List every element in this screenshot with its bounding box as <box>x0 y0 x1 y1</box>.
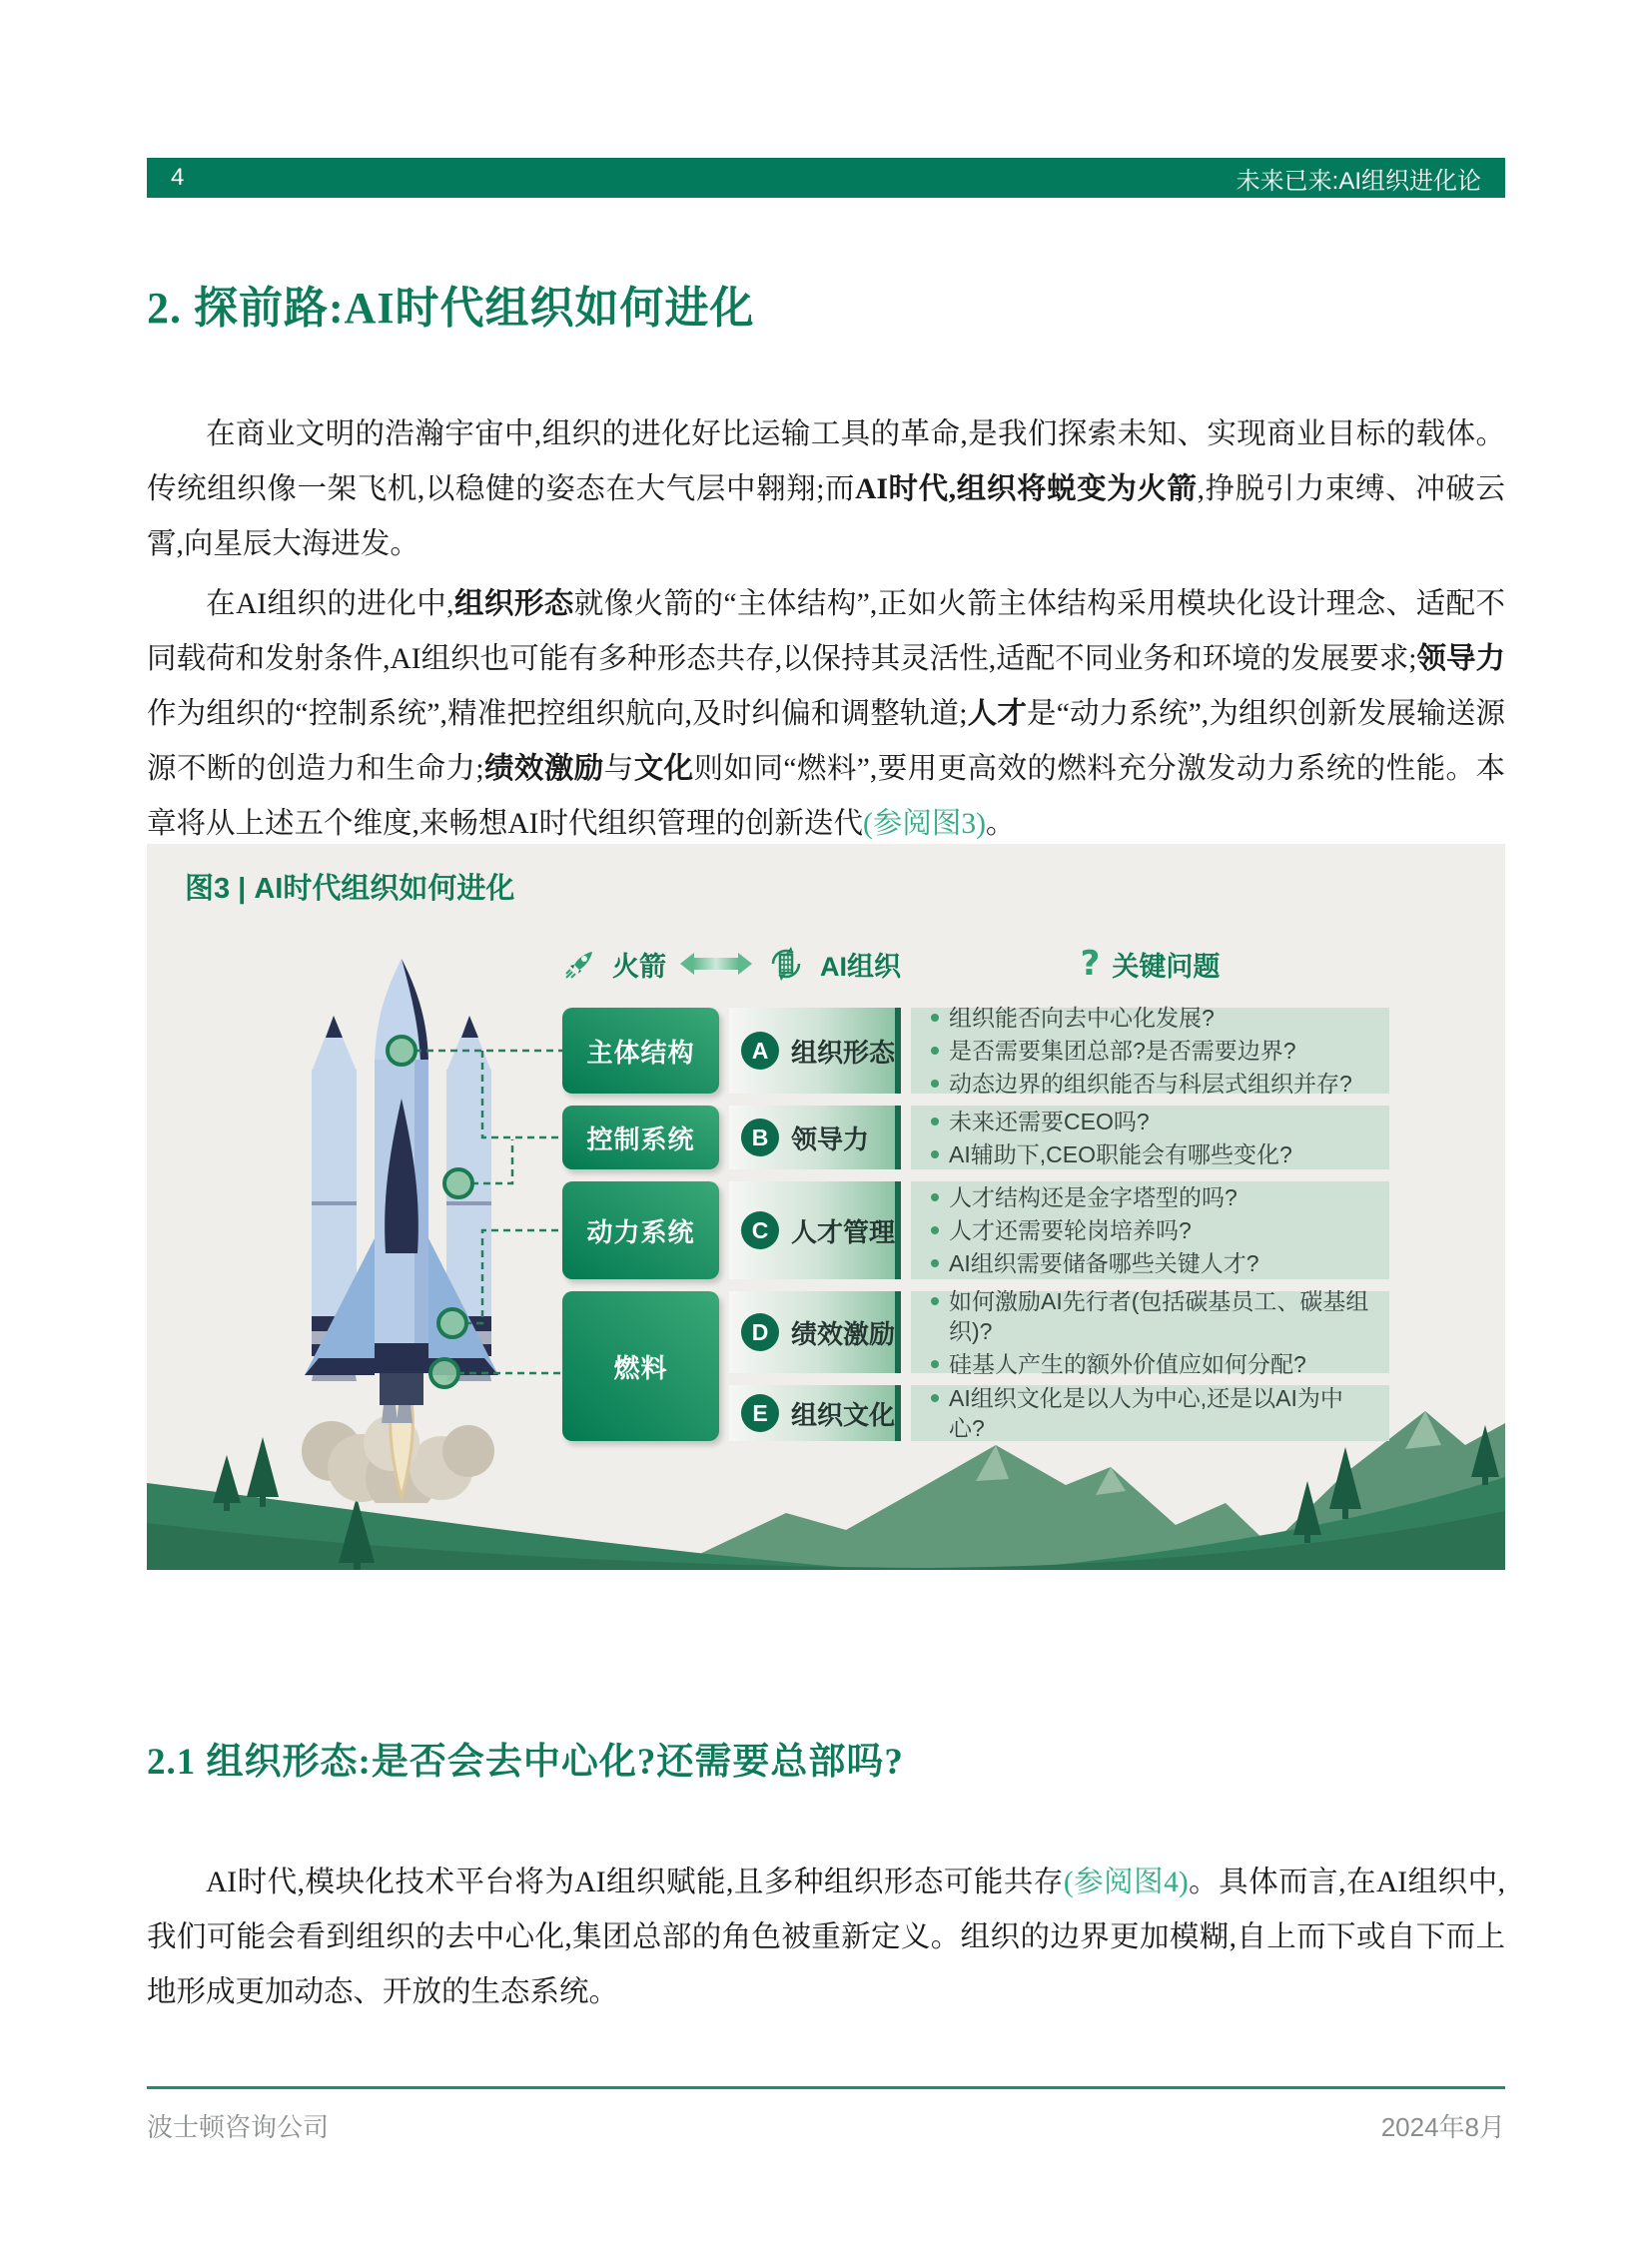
paragraph-1 <box>147 407 1505 572</box>
p2-bold-incentive: 绩效激励 <box>483 752 604 785</box>
question-item: 硅基人产生的额外价值应如何分配? <box>929 1349 1371 1379</box>
question-item: AI辅助下,CEO职能会有哪些变化? <box>929 1139 1371 1169</box>
question-item: 人才还需要轮岗培养吗? <box>929 1215 1371 1245</box>
part-box-fuel: 燃料 <box>562 1291 719 1441</box>
part-box-power: 动力系统 <box>562 1181 719 1279</box>
questions-incentive <box>911 1287 1389 1377</box>
marker-engine <box>430 1359 458 1387</box>
p2-text-4: 是“动力系统”,为组织创新发展输送源源不断的创造力和生命力; <box>147 697 1506 785</box>
dimension-org-form <box>729 1008 901 1094</box>
question-item: 动态边界的组织能否与科层式组织并存? <box>929 1069 1371 1099</box>
p2-bold-org-form: 组织形态 <box>453 587 574 620</box>
p2-text-7: 。 <box>985 807 1016 840</box>
p2-text-6: 则如同“燃料”,要用更高效的燃料充分激发动力系统的性能。本章将从上述五个维度,来畅想AI时代组织管理的创新迭代 <box>147 752 1505 840</box>
p2-bold-leadership: 领导力 <box>1416 642 1505 675</box>
page-footer <box>147 2086 1505 2144</box>
questions-leadership <box>911 1106 1389 1169</box>
question-item: AI组织需要储备哪些关键人才? <box>929 1248 1371 1278</box>
footer-date: 2024年8月 <box>1380 2112 1505 2142</box>
p2-bold-talent: 人才 <box>967 697 1028 730</box>
footer-company: 波士顿咨询公司 <box>147 2112 330 2142</box>
figure-title: 图3 | AI时代组织如何进化 <box>185 873 515 905</box>
dimension-name: 领导力 <box>791 1123 870 1154</box>
page-number: 4 <box>171 164 185 191</box>
p2-text-3: 作为组织的“控制系统”,精准把控组织航向,及时纠偏和调整轨道; <box>147 697 968 730</box>
legend-org-label: AI组织 <box>820 951 901 982</box>
question-item: 是否需要集团总部?是否需要边界? <box>929 1036 1371 1066</box>
dimension-talent <box>729 1181 901 1279</box>
question-item: 组织能否向去中心化发展? <box>929 1003 1371 1033</box>
p1-text-2: ,挣脱引力束缚、冲破云霄,向星辰大海进发。 <box>147 472 1505 560</box>
badge-d: D <box>741 1313 779 1351</box>
questions-talent <box>911 1181 1389 1279</box>
section-title: 2. 探前路:AI时代组织如何进化 <box>147 284 755 333</box>
paragraph-2 <box>147 577 1505 852</box>
p3-text: AI时代,模块化技术平台将为AI组织赋能,且多种组织形态可能共存 <box>206 1866 1064 1898</box>
part-box-control: 控制系统 <box>562 1106 719 1169</box>
rocket-illustration <box>147 904 576 1503</box>
dimension-name: 组织文化 <box>791 1399 896 1430</box>
organization-cycle-icon <box>766 944 806 984</box>
p2-bold-culture: 文化 <box>633 752 694 785</box>
page-header-bar <box>147 158 1505 198</box>
dimension-culture <box>729 1385 901 1441</box>
paragraph-3 <box>147 1856 1505 2020</box>
p2-text: 在AI组织的进化中, <box>206 587 454 620</box>
legend-rocket-label: 火箭 <box>612 951 666 982</box>
badge-c: C <box>741 1211 779 1249</box>
question-item: 如何激励AI先行者(包括碳基员工、碳基组织)? <box>929 1286 1371 1346</box>
marker-booster <box>444 1169 472 1197</box>
marker-wing <box>438 1309 466 1337</box>
p2-text-5: 与 <box>603 752 634 785</box>
dimension-name: 组织形态 <box>791 1037 896 1068</box>
p1-text: 在商业文明的浩瀚宇宙中,组织的进化好比运输工具的革命,是我们探索未知、实现商业目标的载体。传统组织像一架飞机,以稳健的姿态在大气层中翱翔;而 <box>147 417 1505 505</box>
figure4-reference-link[interactable]: (参阅图4) <box>1063 1866 1189 1898</box>
questions-culture <box>911 1385 1389 1441</box>
question-mark-icon: ? <box>1080 944 1101 984</box>
figure3-reference-link[interactable]: (参阅图3) <box>863 807 986 840</box>
dimension-name: 绩效激励 <box>791 1318 896 1349</box>
swap-arrow-icon <box>680 951 752 977</box>
rocket-org-mapping-table <box>562 932 1389 1441</box>
rocket-icon <box>562 946 598 982</box>
badge-a: A <box>741 1032 779 1070</box>
legend-rocket-org <box>562 932 901 996</box>
badge-b: B <box>741 1119 779 1156</box>
part-box-structure: 主体结构 <box>562 1008 719 1094</box>
questions-org-form <box>911 1005 1389 1097</box>
p1-bold: AI时代,组织将蜕变为火箭 <box>855 472 1198 505</box>
badge-e: E <box>741 1394 779 1432</box>
p3-text-2: 。具体而言,在AI组织中,我们可能会看到组织的去中心化,集团总部的角色被重新定义。组织的边界更加模糊,自上而下或自下而上地形成更加动态、开放的生态系统。 <box>147 1866 1505 2008</box>
question-item: 未来还需要CEO吗? <box>929 1107 1371 1136</box>
question-item: 人才结构还是金字塔型的吗? <box>929 1182 1371 1212</box>
marker-nose <box>388 1037 415 1065</box>
question-item: AI组织文化是以人为中心,还是以AI为中心? <box>929 1383 1371 1443</box>
dimension-name: 人才管理 <box>791 1216 896 1247</box>
dimension-leadership <box>729 1106 901 1169</box>
figure-3 <box>147 844 1505 1570</box>
running-title: 未来已来:AI组织进化论 <box>1236 167 1481 195</box>
legend-questions-label: 关键问题 <box>1112 951 1221 982</box>
subsection-title: 2.1 组织形态:是否会去中心化?还需要总部吗? <box>147 1742 904 1783</box>
p2-text-2: 就像火箭的“主体结构”,正如火箭主体结构采用模块化设计理念、适配不同载荷和发射条件,AI组织也可能有多种形态共存,以保持其灵活性,适配不同业务和环境的发展要求; <box>147 587 1505 675</box>
legend-key-questions <box>911 932 1389 996</box>
dimension-incentive <box>729 1291 901 1373</box>
